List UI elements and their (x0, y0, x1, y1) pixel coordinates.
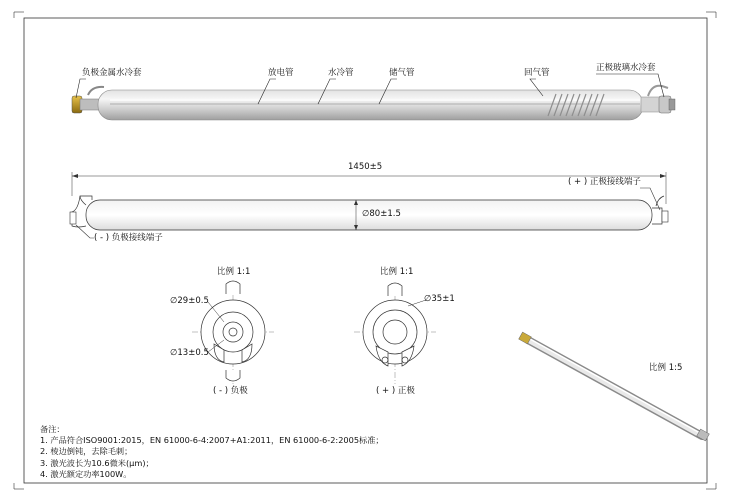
label-negative-metal-jacket: 负极金属水冷套 (82, 68, 142, 78)
note-item-1: 1. 产品符合ISO9001:2015，EN 61000-6-4:2007+A1:2011，EN 61000-6-2:2005标准； (40, 435, 384, 446)
notes-block (40, 424, 384, 480)
length-dimension: 1450±5 (348, 162, 383, 172)
positive-view-caption: ( + ) 正极 (376, 386, 415, 396)
iso-view-tube (519, 332, 710, 441)
note-item-2: 2. 棱边倒钝，去除毛刺； (40, 446, 133, 457)
note-item-3: 3. 激光波长为10.6微米(μm)； (40, 457, 154, 468)
diameter-dimension: ∅80±1.5 (362, 209, 401, 219)
positive-outer-diameter: ∅35±1 (424, 294, 455, 304)
label-positive-terminal: ( + ) 正极接线端子 (568, 177, 641, 187)
negative-outer-diameter: ∅29±0.5 (170, 296, 209, 306)
label-gas-storage-tube: 储气管 (389, 68, 415, 78)
laser-tube-render (72, 86, 675, 120)
label-return-gas-tube: 回气管 (524, 68, 550, 78)
note-item-4: 4. 激光额定功率100W。 (40, 468, 132, 479)
drawing-border (24, 18, 707, 483)
corner-marks (14, 12, 716, 489)
notes-title: 备注： (40, 424, 65, 434)
label-water-cooling-tube: 水冷管 (328, 68, 354, 78)
positive-view-scale: 比例 1:1 (380, 267, 414, 277)
negative-inner-diameter: ∅13±0.5 (170, 348, 209, 358)
negative-view-scale: 比例 1:1 (217, 267, 251, 277)
negative-view-caption: ( - ) 负极 (213, 386, 248, 396)
label-negative-terminal: ( - ) 负极接线端子 (94, 233, 163, 243)
positive-outer-circle (363, 300, 427, 364)
label-discharge-tube: 放电管 (268, 68, 294, 78)
negative-outer-circle (201, 300, 265, 364)
label-positive-glass-jacket: 正极玻璃水冷套 (596, 63, 656, 73)
iso-view-scale: 比例 1:5 (649, 363, 683, 373)
